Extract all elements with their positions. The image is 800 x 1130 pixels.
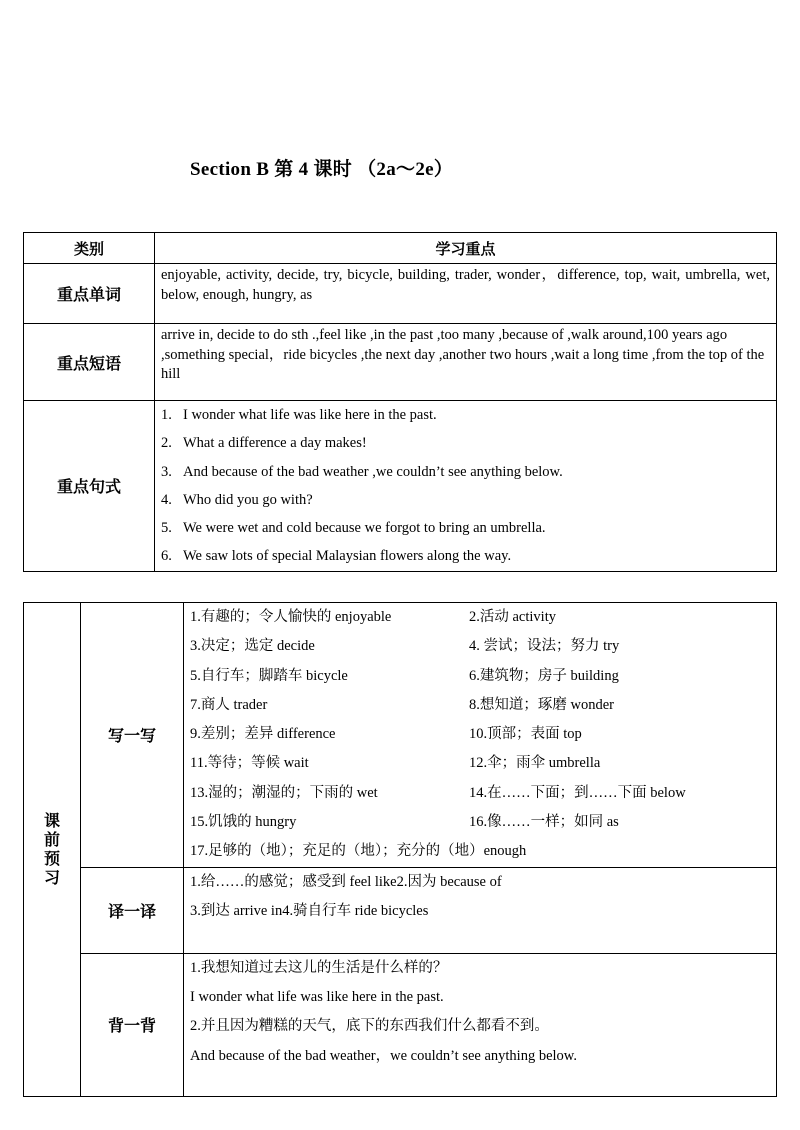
list-item: 3. And because of the bad weather ,we couldn’t see anything below.: [161, 463, 563, 480]
preview-table: [23, 602, 777, 1097]
header-focus: 学习重点: [155, 233, 777, 264]
list-item: 5.自行车；脚踏车 bicycle 6.建筑物；房子 building: [190, 667, 619, 684]
key-points-table: [23, 232, 777, 572]
header-category: 类别: [24, 233, 155, 264]
page-title: Section B 第 4 课时 （2a～2e）: [190, 159, 454, 180]
list-item: 1. I wonder what life was like here in the past.: [161, 407, 437, 423]
translate-label: 译一译: [81, 867, 184, 953]
list-item: 7.商人 trader 8.想知道；琢磨 wonder: [190, 696, 614, 713]
list-item: 17.足够的（地）；充足的（地）；充分的（地）enough: [190, 843, 527, 860]
vocab-label: 重点单词: [24, 264, 155, 324]
list-item: 1.给……的感觉；感受到 feel like2.因为 because of: [190, 873, 502, 890]
translate-list: [184, 867, 777, 953]
list-item: 1.我想知道过去这儿的生活是什么样的？: [190, 959, 448, 976]
list-item: I wonder what life was like here in the past.: [190, 988, 444, 1005]
recite-list: [184, 953, 777, 1096]
list-item: 3.到达 arrive in4.骑自行车 ride bicycles: [190, 902, 429, 919]
sentences-label: 重点句式: [24, 401, 155, 572]
list-item: 2. What a difference a day makes!: [161, 435, 367, 452]
list-item: 1.有趣的；令人愉快的 enjoyable 2.活动 activity: [190, 609, 556, 625]
write-label: 写一写: [81, 603, 184, 868]
list-item: 4. Who did you go with?: [161, 491, 313, 508]
list-item: 9.差别；差异 difference 10.顶部；表面 top: [190, 726, 582, 743]
list-item: 11.等待；等候 wait 12.伞；雨伞 umbrella: [190, 755, 601, 772]
list-item: 15.饥饿的 hungry 16.像……一样；如同 as: [190, 814, 619, 831]
write-list: [184, 603, 777, 868]
phrases-label: 重点短语: [24, 324, 155, 401]
vocab-text: enjoyable, activity, decide, try, bicycle, building, trader, wonder，difference, top, wait, umbrella, wet, below, enough, hungry, as: [155, 264, 777, 324]
section-label-preview: 课 前 预 习: [24, 603, 81, 1097]
sentences-list: [155, 401, 777, 572]
phrases-text: arrive in, decide to do sth .,feel like ,in the past ,too many ,because of ,walk around,100 years ago ,something special，ride bicycles ,the next day ,another two hours ,wait a long time ,from the top of the hill: [155, 324, 777, 401]
recite-label: 背一背: [81, 953, 184, 1096]
list-item: 13.湿的；潮湿的；下雨的 wet 14.在……下面；到……下面 below: [190, 784, 686, 801]
list-item: 5. We were wet and cold because we forgot to bring an umbrella.: [161, 520, 546, 537]
list-item: 2.并且因为糟糕的天气，底下的东西我们什么都看不到。: [190, 1018, 549, 1035]
list-item: 6. We saw lots of special Malaysian flowers along the way.: [161, 548, 512, 565]
list-item: And because of the bad weather，we couldn’t see anything below.: [190, 1047, 577, 1064]
list-item: 3.决定；选定 decide 4. 尝试；设法；努力 try: [190, 638, 620, 655]
